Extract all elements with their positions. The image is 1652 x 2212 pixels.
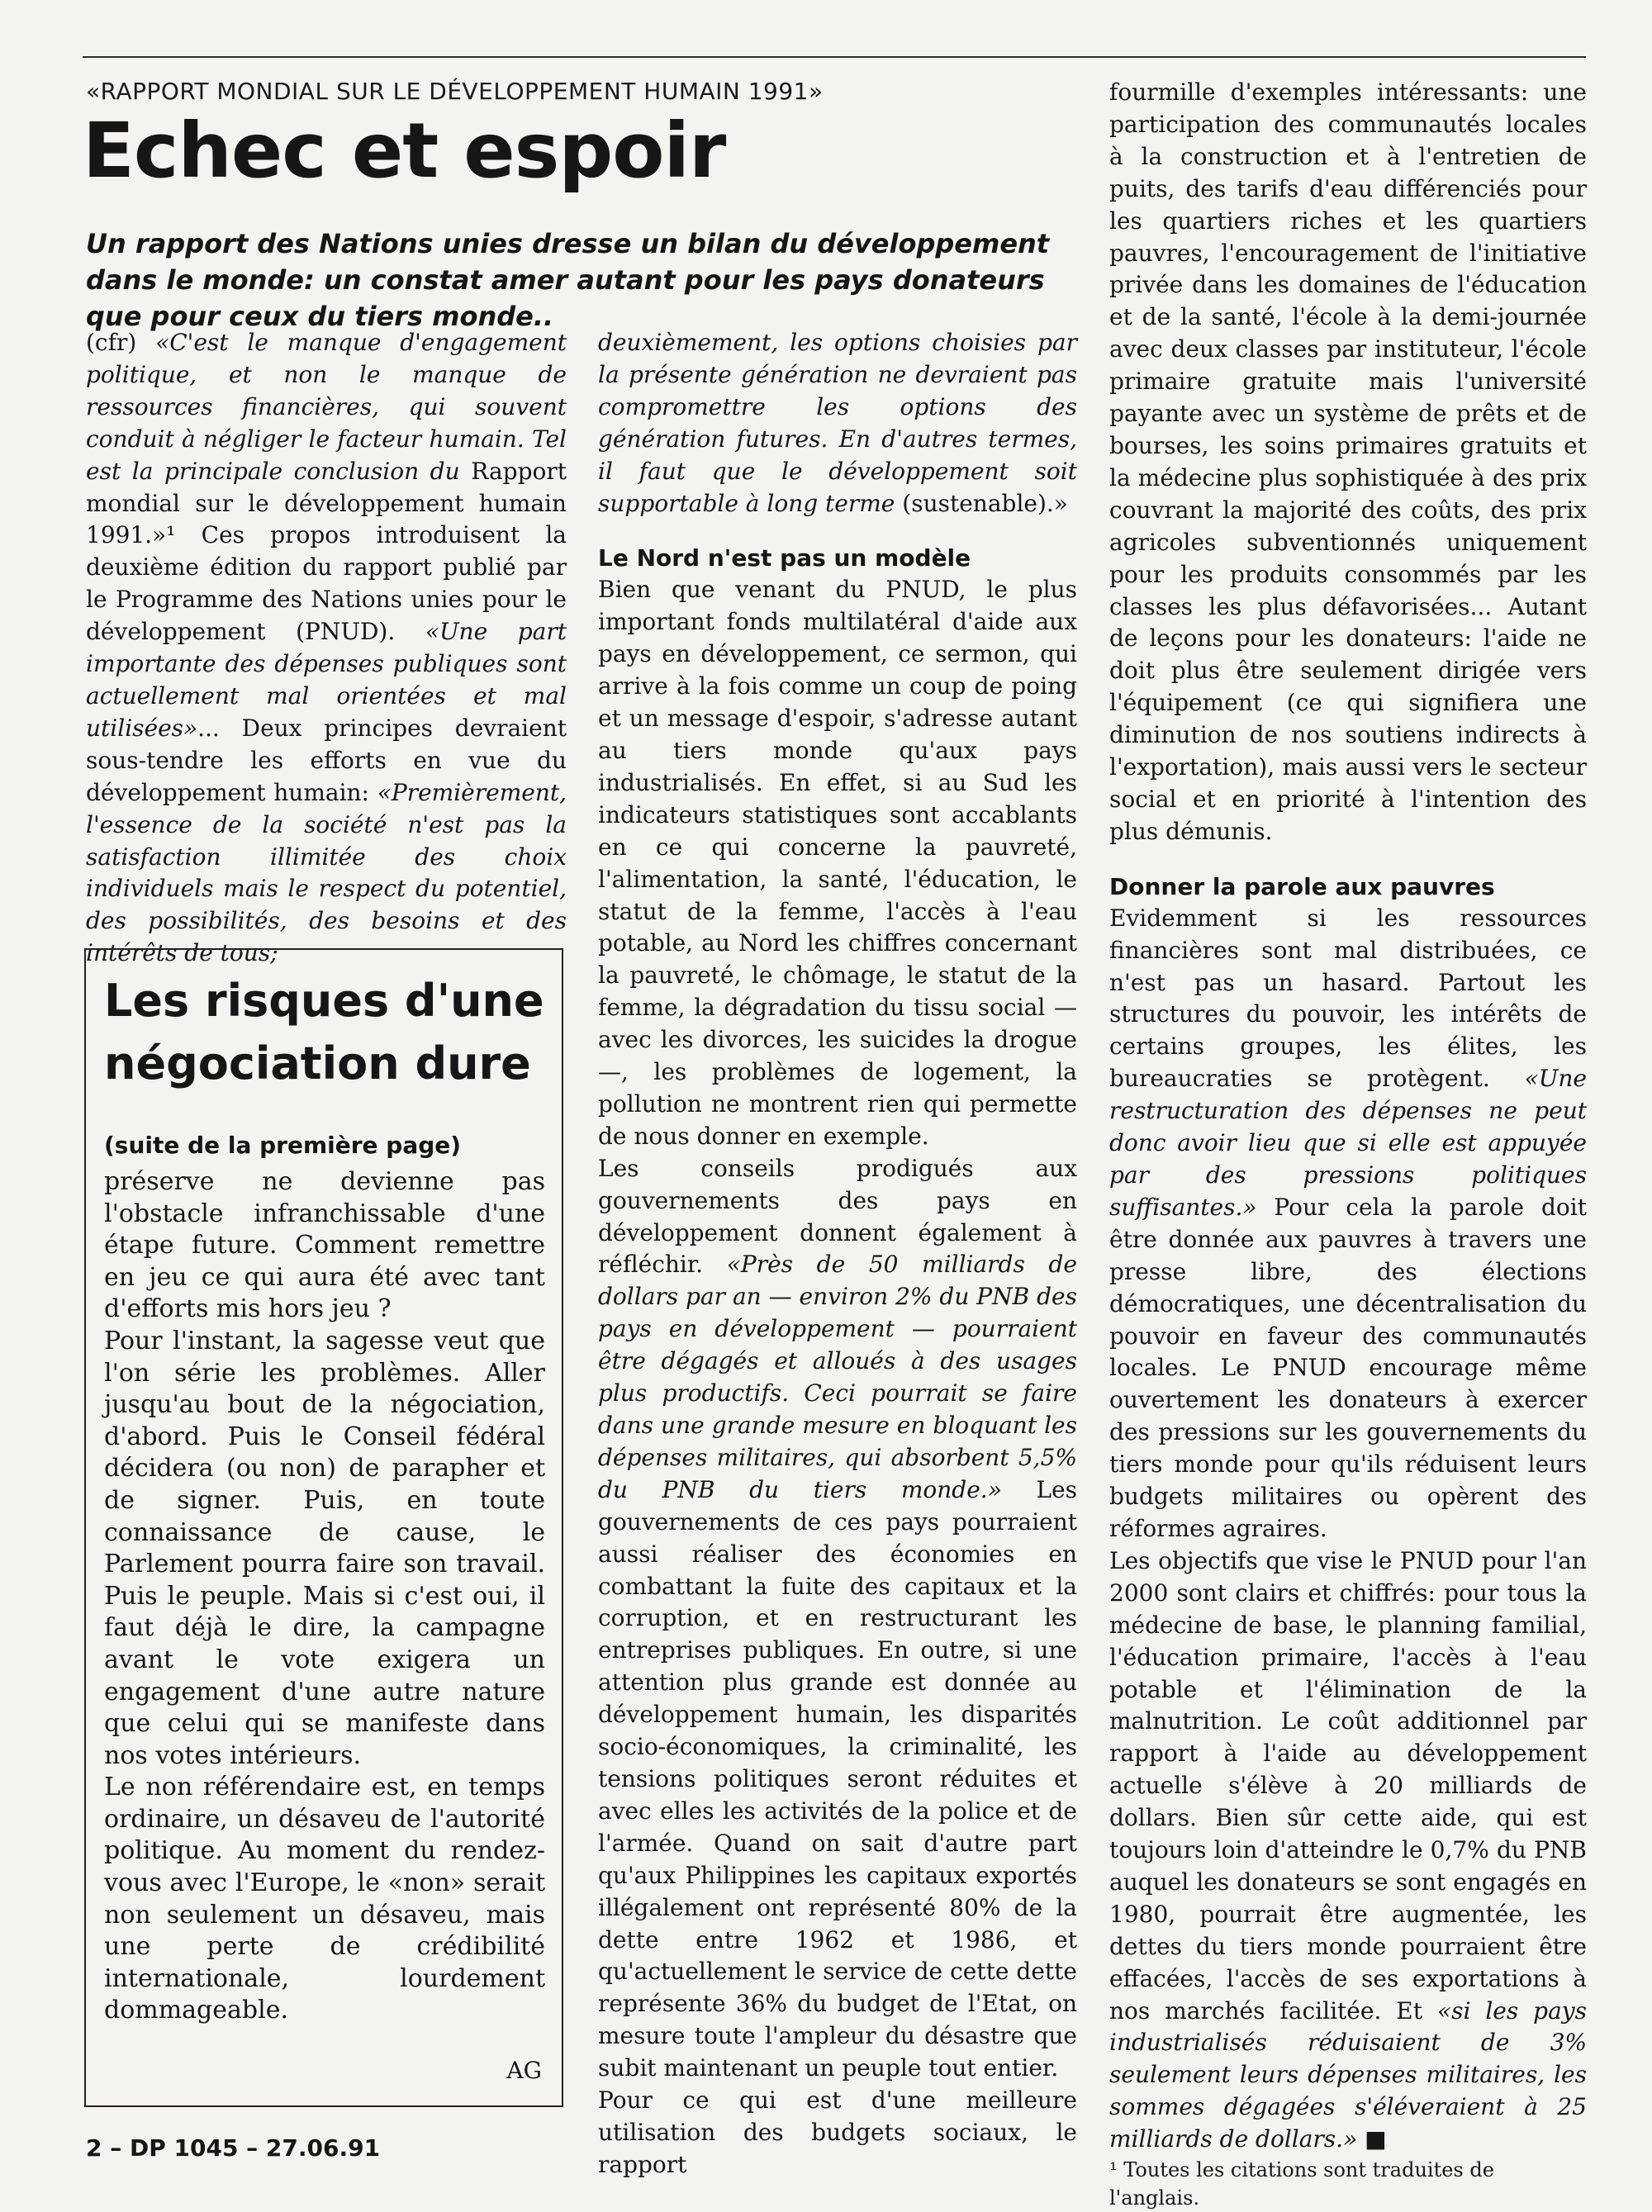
paragraph [1109,1545,1587,2156]
text-run: Les objectifs que vise le PNUD pour l'an 2000 sont clairs et chiffrés: pour tous la médecine de base, le planning familial, l'éducation primaire, l'accès à l'eau potable et l'élimination de la malnutrition. Le coût additionnel par rapport à l'aide au développement actuelle s'élève à 20 milliards de dollars. Bien sûr cette aide, qui est toujours loin d'atteindre le 0,7% du PNB auquel les donateurs se sont engagés en 1980, pourrait être augmentée, les dettes du tiers monde pourraient être effacées, l'accès de ses exportations à nos marchés facilitée. Et [1109,1546,1587,2025]
paragraph [1109,903,1587,1545]
text-run: Les gouvernements de ces pays pourraient aussi réaliser des économies en combattant la fuite des capitaux et la corruption, et en restructurant les entreprises publiques. En outre, si une attention plus grande est donnée au développement humain, les disparités socio-économiques, la criminalité, les tensions politiques seront réduites et avec elles les activités de la police et de l'armée. Quand on sait d'autre part qu'aux Philippines les capitaux exportés illégalement ont représenté 80% de la dette entre 1962 et 1986, et qu'actuellement le service de cette dette représente 36% du budget de l'Etat, on mesure toute l'ampleur du désastre que subit maintenant un peuple tout entier. [598,1475,1078,2082]
top-rule [83,56,1586,58]
paragraph [598,1153,1077,2085]
page-footer: 2 – DP 1045 – 27.06.91 [86,2134,381,2162]
quote: «Une part importante des dépenses publiques sont actuellement mal orientées et mal utilisées» [86,618,567,742]
quote: «Une restructuration des dépenses ne peut donc avoir lieu que si elle est appuyée par des pressions politiques suffisantes.» [1109,1065,1587,1221]
text-run: Rapport mondial sur le développement humain 1991.»¹ Ces propos introduisent la deuxième édition du rapport publié par le Programme des Nations unies pour le développement (PNUD). [86,457,567,646]
lead-paragraph: Un rapport des Nations unies dresse un bilan du développement dans le monde: un constat amer autant pour les pays donateurs que pour ceux du tiers monde.. [86,228,1050,332]
paragraph [598,327,1077,520]
paragraph: Bien que venant du PNUD, le plus important fonds multilatéral d'aide aux pays en développement, ce sermon, qui arrive à la fois comme un coup de poing et un message d'espoir, s'adresse autant au tiers monde qu'aux pays industrialisés. En effet, si au Sud les indicateurs statistiques sont accablants en ce qui concerne la pauvreté, l'alimentation, la santé, l'éducation, le statut de la femme, l'accès à l'eau potable, au Nord les chiffres concernant la pauvreté, le chômage, le statut de la femme, la dégradation du tissu social — avec les divorces, les suicides la drogue —, les problèmes de logement, la pollution ne montrent rien qui permette de nous donner en exemple. [598,576,1077,1150]
subheading: Donner la parole aux pauvres [1109,872,1495,900]
text-run: (sustenable).» [895,489,1068,517]
box-subtitle: (suite de la première page) [104,1132,462,1159]
column-2 [598,327,1077,2181]
column-3 [1109,77,1587,2212]
text-run: Evidemment si les ressources financières sont mal distribuées, ce n'est pas un hasard. Partout les structures du pouvoir, les intérêts de certains groupes, les élites, les bureaucraties se protègent. [1109,904,1587,1093]
quote: «C'est le manque d'engagement politique, et non le manque de ressources financières, qui souvent conduit à négliger le facteur humain. Tel est la principale conclusion du [86,329,567,485]
paragraph [86,327,567,970]
spacer [1109,848,1587,871]
paragraph: Le non référendaire est, en temps ordinaire, un désaveu de l'autorité politique. Au moment du rendez-vous avec l'Europe, le «non» serait non seulement un désaveu, mais une perte de crédibilité internationale, lourdement dommageable. [104,1773,545,2025]
paragraph: Pour ce qui est d'une meilleure utilisation des budgets sociaux, le rapport [598,2086,1077,2178]
box-signature: AG [506,2057,542,2084]
quote: deuxièmement, les options choisies par la présente génération ne devraient pas compromettre les options des génération futures. En d'autres termes, il faut que le développement soit supportable à long terme [598,329,1077,517]
paragraph: Pour l'instant, la sagesse veut que l'on série les problèmes. Aller jusqu'au bout de la négociation, d'abord. Puis le Conseil fédéral décidera (ou non) de parapher et de signer. Puis, en toute connaissance de cause, le Parlement pourra faire son travail. Puis le peuple. Mais si c'est oui, il faut déjà le dire, la campagne avant le vote exigera un engagement d'une autre nature que celui qui se manifeste dans nos votes intérieurs. [104,1326,545,1770]
subheading: Le Nord n'est pas un modèle [598,544,971,572]
quote: «Premièrement, l'essence de la société n'est pas la satisfaction illimitée des choix individuels mais le respect du potentiel, des possibilités, des besoins et des intérêts de tous; [86,778,567,967]
text-run: ■ [1357,2125,1387,2153]
column-1 [86,327,567,970]
sidebar-box [84,948,563,2107]
footnote: ¹ Toutes les citations sont traduites de l'anglais. [1109,2158,1494,2210]
box-title: Les risques d'une négociation dure [104,975,544,1089]
quote: «si les pays industrialisés réduisaient de 3% seulement leurs dépenses militaires, les sommes dégagées s'éléveraient à 25 milliards de dollars.» [1109,1996,1587,2153]
text-run: Pour cela la parole doit être donnée aux pauvres à travers une presse libre, des élections démocratiques, une décentralisation du pouvoir en faveur des communautés locales. Le PNUD encourage même ouvertement les donateurs à exercer des pressions sur les gouvernements du tiers monde pour qu'ils réduisent leurs budgets militaires ou opèrent des réformes agraires. [1109,1193,1587,1542]
text-run: (cfr) [86,329,156,356]
paragraph: fourmille d'exemples intéressants: une participation des communautés locales à la construction et à l'entretien de puits, des tarifs d'eau différenciés pour les quartiers riches et les quartiers pauvres, l'encouragement de l'initiative privée dans les domaines de l'éducation et de la santé, l'école à la demi-journée avec deux classes par instituteur, l'école primaire gratuite mais l'université payante avec un système de prêts et de bourses, les soins primaires gratuits et la médecine plus sophistiquée à des prix couvrant la majorité des coûts, des prix agricoles subventionnés uniquement pour les produits consommés par les classes les plus défavorisées... Autant de leçons pour les donateurs: l'aide ne doit plus être seulement dirigée vers l'équipement (ce qui signifiera une diminution de nos soutiens indirects à l'exportation), mais aussi vers le secteur social et en priorité à l'intention des plus démunis. [1109,78,1587,845]
spacer [598,520,1077,543]
paragraph: préserve ne devienne pas l'obstacle infranchissable d'une étape future. Comment remettre en jeu ce qui aura été avec tant d'efforts mis hors jeu ? [104,1167,545,1324]
text-run: ... Deux principes devraient sous-tendre les efforts en vue du développement humain: [86,714,567,806]
box-body [104,1166,545,2027]
article-title: Echec et espoir [83,107,726,195]
quote: «Près de 50 milliards de dollars par an — environ 2% du PNB des pays en développement — pourraient être dégagés et alloués à des usages plus productifs. Ceci pourrait se faire dans une grande mesure en bloquant les dépenses militaires, qui absorbent 5,5% du PNB du tiers monde.» [598,1251,1077,1503]
kicker: «RAPPORT MONDIAL SUR LE DÉVELOPPEMENT HUMAIN 1991» [86,78,824,105]
text-run: Les conseils prodigués aux gouvernements des pays en développement donnent également à réfléchir. [598,1154,1077,1279]
